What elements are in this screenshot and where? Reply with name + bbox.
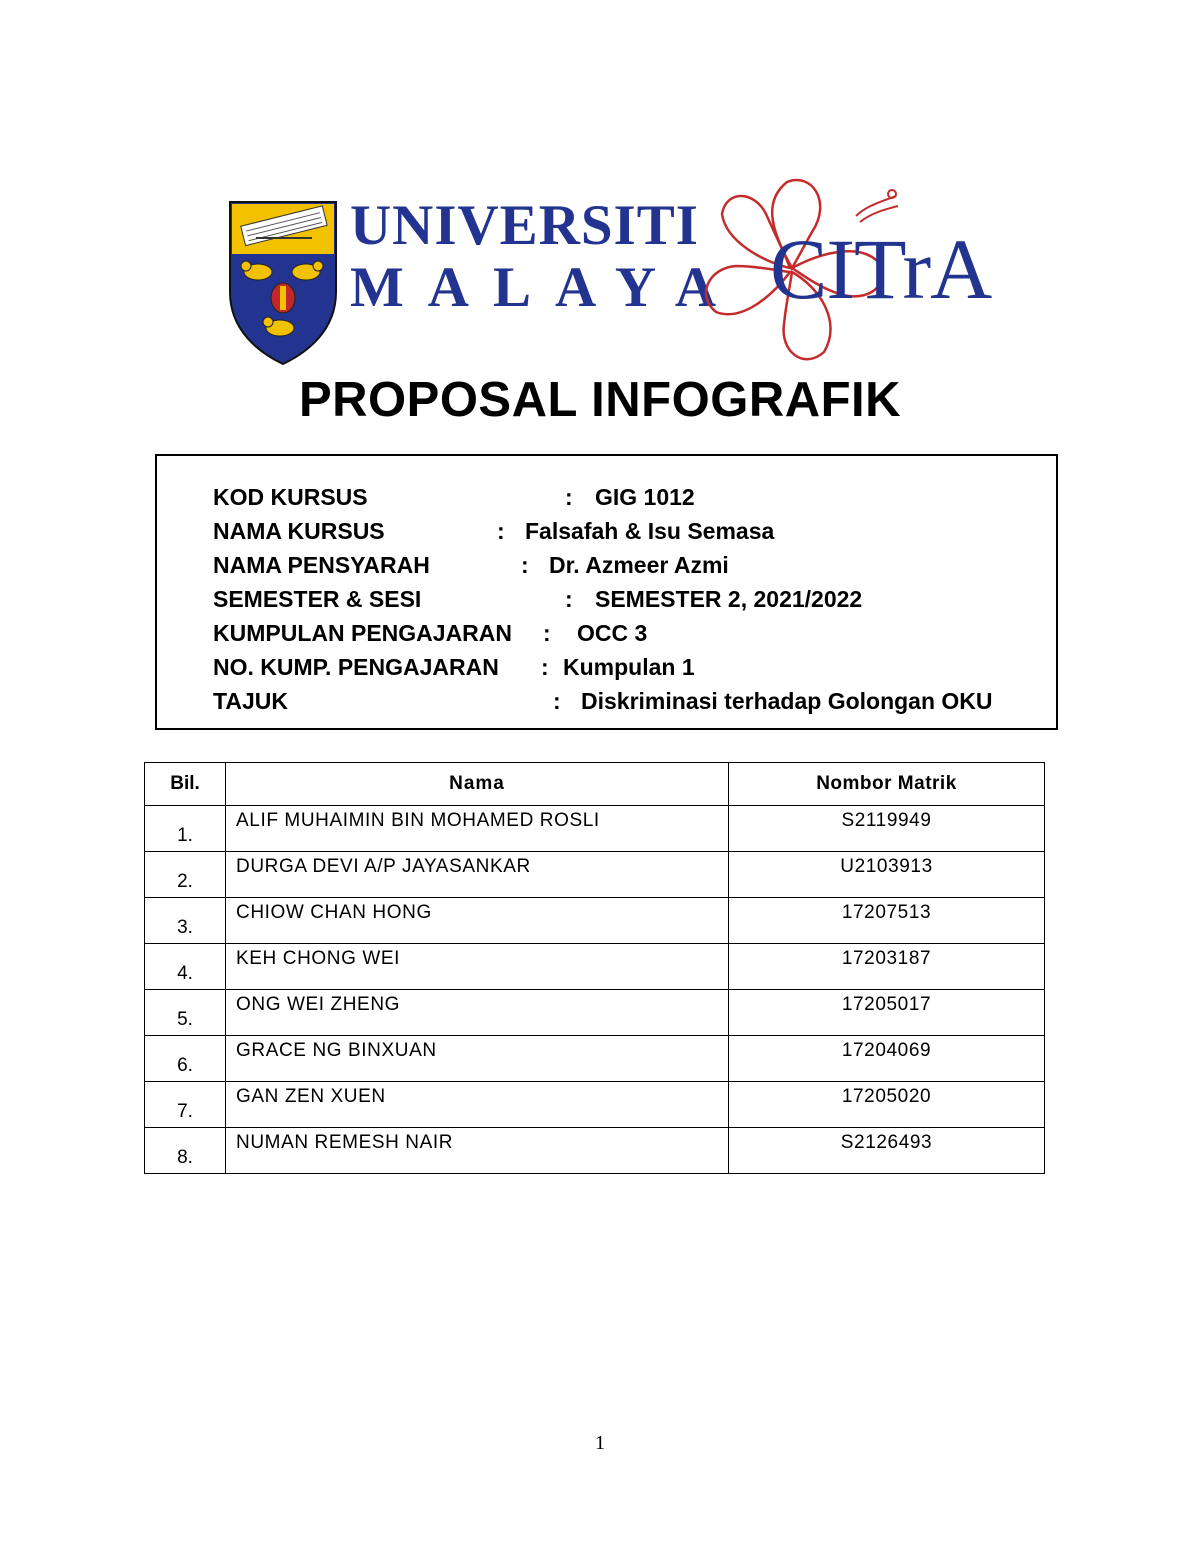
info-separator: : [543, 620, 551, 646]
row-number: 7. [145, 1082, 226, 1128]
info-row-no-kump-pengajaran [213, 654, 695, 681]
row-number: 3. [145, 898, 226, 944]
matric-number: 17205020 [729, 1082, 1045, 1128]
member-name: KEH CHONG WEI [226, 944, 729, 990]
info-value: GIG 1012 [595, 484, 695, 510]
document-title: PROPOSAL INFOGRAFIK [298, 373, 902, 427]
info-separator: : [541, 654, 549, 680]
member-name: GRACE NG BINXUAN [226, 1036, 729, 1082]
info-label: NO. KUMP. PENGAJARAN [213, 654, 499, 680]
info-value: SEMESTER 2, 2021/2022 [595, 586, 863, 612]
info-row-kod-kursus [213, 484, 695, 511]
info-row-semester-sesi [213, 586, 863, 613]
row-number: 6. [145, 1036, 226, 1082]
member-name: ALIF MUHAIMIN BIN MOHAMED ROSLI [226, 806, 729, 852]
table-row [145, 990, 1045, 1036]
table-row [145, 852, 1045, 898]
row-number: 8. [145, 1128, 226, 1174]
row-number: 2. [145, 852, 226, 898]
member-name: DURGA DEVI A/P JAYASANKAR [226, 852, 729, 898]
info-value: Dr. Azmeer Azmi [549, 552, 729, 578]
table-row [145, 898, 1045, 944]
info-row-nama-pensyarah [213, 552, 729, 579]
info-label: TAJUK [213, 688, 288, 714]
table-header-row [145, 763, 1045, 806]
matric-number: 17204069 [729, 1036, 1045, 1082]
table-row [145, 806, 1045, 852]
university-name-line2: MALAYA [350, 256, 741, 319]
table-row [145, 944, 1045, 990]
info-separator: : [565, 586, 573, 612]
info-row-kumpulan-pengajaran [213, 620, 648, 647]
info-separator: : [521, 552, 529, 578]
matric-number: S2119949 [729, 806, 1045, 852]
citra-logo-text: CITrA [770, 221, 992, 317]
info-value: Falsafah & Isu Semasa [525, 518, 775, 544]
table-row [145, 1128, 1045, 1174]
university-name-logo [350, 196, 740, 318]
member-name: CHIOW CHAN HONG [226, 898, 729, 944]
course-info-box [155, 454, 1058, 730]
matric-number: 17207513 [729, 898, 1045, 944]
university-crest-logo [228, 200, 338, 366]
info-label: NAMA PENSYARAH [213, 552, 430, 578]
info-separator: : [565, 484, 573, 510]
info-value: OCC 3 [577, 620, 648, 646]
info-label: SEMESTER & SESI [213, 586, 422, 612]
info-row-nama-kursus [213, 518, 775, 545]
member-name: NUMAN REMESH NAIR [226, 1128, 729, 1174]
group-members-table [144, 762, 1045, 1174]
matric-number: 17203187 [729, 944, 1045, 990]
column-header-nama: Nama [226, 763, 729, 806]
member-name: ONG WEI ZHENG [226, 990, 729, 1036]
table-row [145, 1082, 1045, 1128]
matric-number: U2103913 [729, 852, 1045, 898]
info-separator: : [497, 518, 505, 544]
table-row [145, 1036, 1045, 1082]
info-separator: : [553, 688, 561, 714]
column-header-nombor-matrik: Nombor Matrik [729, 763, 1045, 806]
page-number: 1 [595, 1432, 605, 1454]
info-label: NAMA KURSUS [213, 518, 385, 544]
row-number: 1. [145, 806, 226, 852]
info-value: Diskriminasi terhadap Golongan OKU [581, 688, 993, 714]
info-label: KOD KURSUS [213, 484, 368, 510]
column-header-bil: Bil. [145, 763, 226, 806]
info-value: Kumpulan 1 [563, 654, 695, 680]
info-row-tajuk [213, 688, 993, 715]
university-name-line1: UNIVERSITI [350, 194, 699, 257]
matric-number: 17205017 [729, 990, 1045, 1036]
info-label: KUMPULAN PENGAJARAN [213, 620, 513, 646]
row-number: 4. [145, 944, 226, 990]
matric-number: S2126493 [729, 1128, 1045, 1174]
row-number: 5. [145, 990, 226, 1036]
member-name: GAN ZEN XUEN [226, 1082, 729, 1128]
